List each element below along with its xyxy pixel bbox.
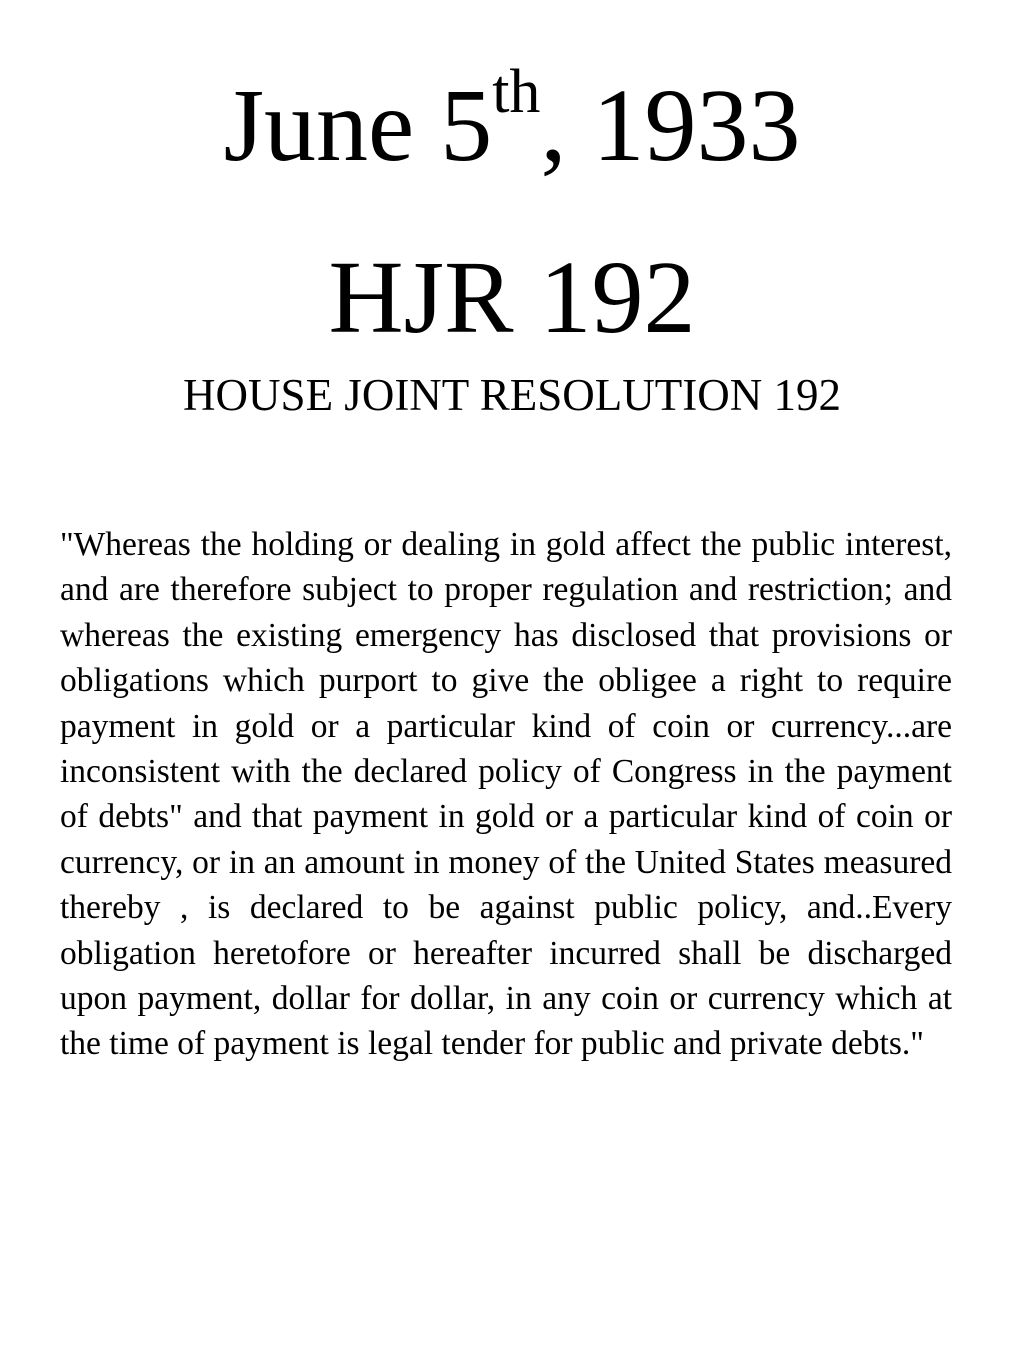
bill-number-heading: HJR 192: [328, 240, 696, 355]
date-main: June 5: [223, 68, 493, 183]
resolution-text: "Whereas the holding or dealing in gold affect the public interest, and are therefore subject to proper regulation and restriction; and whereas the existing emergency has disclosed that provisions or obligations which purport to give the obligee a right to require payment in gold or a particular kind of coin or currency...are inconsistent with the declared policy of Congress in the payment of debts" and that payment in gold or a particular kind of coin or currency, or in an amount in money of the United States measured thereby , is declared to be against public policy, and..Every obligation heretofore or hereafter incurred shall be discharged upon payment, dollar for dollar, in any coin or currency which at the time of payment is legal tender for public and private debts.": [60, 526, 952, 1063]
date-heading: June 5th, 1933: [223, 58, 801, 183]
bill-name-subheading: HOUSE JOINT RESOLUTION 192: [183, 370, 841, 420]
date-year: , 1933: [540, 68, 801, 183]
